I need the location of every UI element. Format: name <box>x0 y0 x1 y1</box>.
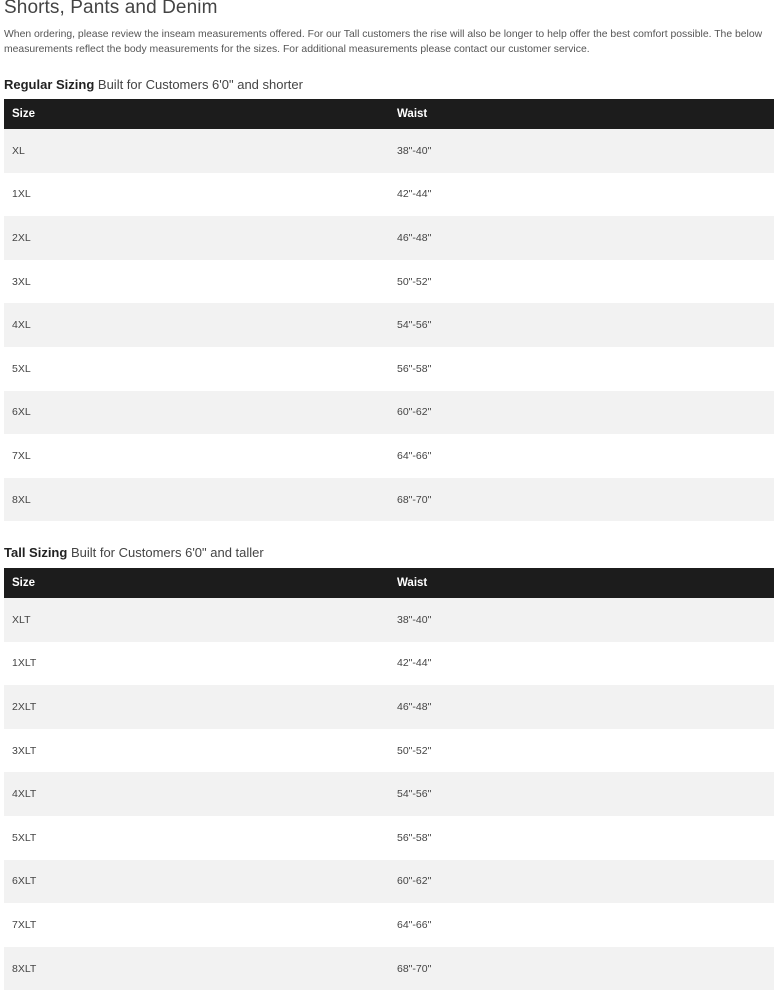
waist-cell: 42"-44" <box>397 657 432 670</box>
table-row <box>4 129 774 173</box>
tall-sizing-heading <box>4 545 264 560</box>
table-row <box>4 347 774 391</box>
size-cell: 5XL <box>12 362 31 375</box>
table-row <box>4 598 774 642</box>
size-cell: 8XL <box>12 493 31 506</box>
waist-cell: 56"-58" <box>397 362 432 375</box>
waist-cell: 64"-66" <box>397 449 432 462</box>
table-row <box>4 729 774 773</box>
table-row <box>4 260 774 304</box>
table-row <box>4 903 774 947</box>
waist-cell: 64"-66" <box>397 918 432 931</box>
table-row <box>4 860 774 904</box>
table-row <box>4 816 774 860</box>
table-row <box>4 642 774 686</box>
regular-heading-bold: Regular Sizing <box>4 77 95 92</box>
size-cell: XL <box>12 144 25 157</box>
size-cell: 7XLT <box>12 918 37 931</box>
size-cell: 1XLT <box>12 657 37 670</box>
tall-heading-bold: Tall Sizing <box>4 545 68 560</box>
waist-cell: 46"-48" <box>397 700 432 713</box>
size-cell: 2XLT <box>12 700 37 713</box>
size-cell: 7XL <box>12 449 31 462</box>
table-row <box>4 434 774 478</box>
size-cell: 4XL <box>12 319 31 332</box>
regular-size-table <box>4 99 774 521</box>
column-header-waist: Waist <box>397 108 428 120</box>
size-cell: 3XL <box>12 275 31 288</box>
size-cell: 2XL <box>12 231 31 244</box>
size-cell: 4XLT <box>12 788 37 801</box>
waist-cell: 56"-58" <box>397 831 432 844</box>
tall-size-table <box>4 568 774 990</box>
regular-sizing-heading <box>4 77 303 92</box>
column-header-waist: Waist <box>397 577 428 589</box>
waist-cell: 50"-52" <box>397 744 432 757</box>
size-cell: 6XLT <box>12 875 37 888</box>
waist-cell: 42"-44" <box>397 188 432 201</box>
table-row <box>4 391 774 435</box>
column-header-size: Size <box>12 577 36 589</box>
waist-cell: 54"-56" <box>397 788 432 801</box>
waist-cell: 46"-48" <box>397 231 432 244</box>
waist-cell: 60"-62" <box>397 406 432 419</box>
table-row <box>4 947 774 991</box>
table-row <box>4 216 774 260</box>
page-title: Shorts, Pants and Denim <box>4 0 218 18</box>
table-row <box>4 772 774 816</box>
column-header-size: Size <box>12 108 36 120</box>
size-cell: 8XLT <box>12 962 37 975</box>
table-row <box>4 303 774 347</box>
table-header-row <box>4 568 774 598</box>
waist-cell: 50"-52" <box>397 275 432 288</box>
waist-cell: 38"-40" <box>397 613 432 626</box>
size-cell: XLT <box>12 613 31 626</box>
waist-cell: 38"-40" <box>397 144 432 157</box>
waist-cell: 68"-70" <box>397 493 432 506</box>
size-cell: 1XL <box>12 188 31 201</box>
table-header-row <box>4 99 774 129</box>
waist-cell: 54"-56" <box>397 319 432 332</box>
size-cell: 5XLT <box>12 831 37 844</box>
size-cell: 3XLT <box>12 744 37 757</box>
table-row <box>4 685 774 729</box>
table-row <box>4 173 774 217</box>
regular-heading-rest: Built for Customers 6'0" and shorter <box>94 77 303 92</box>
tall-heading-rest: Built for Customers 6'0" and taller <box>67 545 264 560</box>
waist-cell: 68"-70" <box>397 962 432 975</box>
waist-cell: 60"-62" <box>397 875 432 888</box>
size-cell: 6XL <box>12 406 31 419</box>
intro-text: When ordering, please review the inseam measurements offered. For our Tall customers the rise will also be longer to help offer the best comfort possible. The below measurements reflect the body measurements for the sizes. For additional measurements please contact our customer service. <box>4 29 763 55</box>
table-row <box>4 478 774 522</box>
